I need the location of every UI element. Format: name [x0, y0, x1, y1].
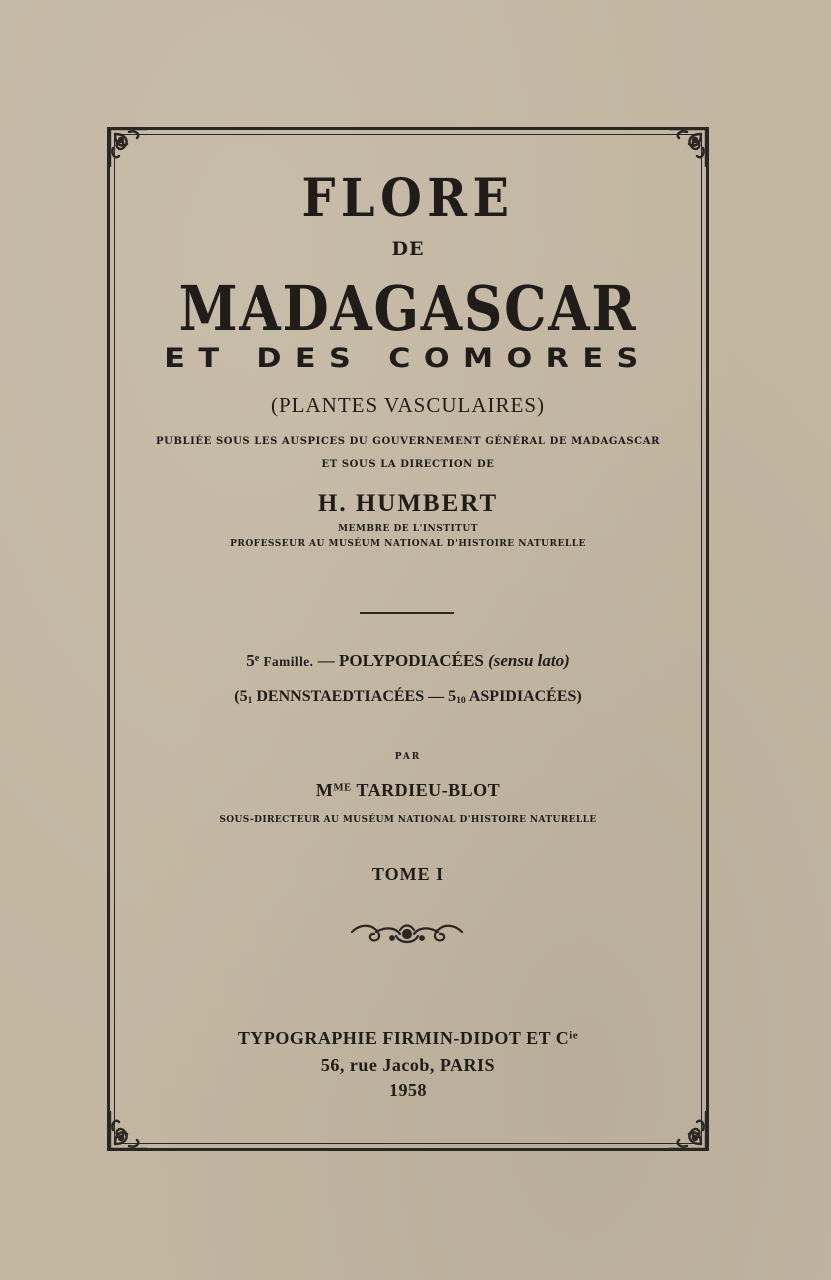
family-heading: [115, 651, 701, 671]
publication-year: 1958: [389, 1080, 427, 1100]
flourish-corner-icon: [107, 126, 151, 170]
author-role: SOUS-DIRECTEUR AU MUSÉUM NATIONAL D'HISTOIRE NATURELLE: [219, 815, 597, 825]
flourish-corner-icon: [107, 1108, 151, 1152]
publication-line-1: PUBLIÉE SOUS LES AUSPICES DU GOUVERNEMENT GÉNÉRAL DE MADAGASCAR: [156, 436, 660, 447]
author-name: TARDIEU-BLOT: [351, 780, 501, 800]
author-line: [115, 780, 701, 801]
director-name: H. HUMBERT: [317, 490, 499, 517]
divider-rule: [360, 612, 454, 614]
title-de: DE: [391, 238, 425, 260]
tome-label: TOME I: [371, 864, 445, 884]
title-madagascar: MADAGASCAR: [178, 272, 638, 345]
printer-name-sup: ie: [569, 1029, 579, 1042]
publication-line-2: ET SOUS LA DIRECTION DE: [321, 459, 495, 470]
author-prefix-sup: ME: [333, 781, 352, 794]
printer-address: 56, rue Jacob, PARIS: [320, 1055, 496, 1075]
title-flore: FLORE: [301, 168, 515, 229]
family-name: POLYPODIACÉES: [338, 651, 484, 670]
printer-line-1: [115, 1028, 701, 1049]
subfamily-sub-1: 1: [247, 694, 253, 706]
title-comores: ET DES COMORES: [164, 343, 652, 374]
director-role-1: MEMBRE DE L'INSTITUT: [338, 524, 478, 534]
scroll-ornament-icon: [348, 918, 466, 948]
subfamily-mid: DENNSTAEDTIACÉES — 5: [252, 688, 457, 705]
subfamily-heading: [115, 688, 701, 706]
flourish-corner-icon: [665, 126, 709, 170]
subfamily-open: (5: [234, 688, 248, 705]
family-dash: —: [313, 651, 339, 670]
family-sensu: (sensu lato): [488, 651, 570, 670]
director-role-2: PROFESSEUR AU MUSÉUM NATIONAL D'HISTOIRE NATURELLE: [230, 539, 586, 549]
flourish-corner-icon: [665, 1108, 709, 1152]
printer-name: TYPOGRAPHIE FIRMIN-DIDOT ET C: [237, 1028, 570, 1048]
family-word: Famille.: [263, 654, 314, 669]
subtitle-plantes-vasculaires: (PLANTES VASCULAIRES): [270, 393, 545, 417]
family-number-sup: e: [254, 652, 260, 664]
subfamily-sub-2: 10: [456, 694, 466, 706]
par-label: PAR: [394, 752, 422, 762]
family-number: 5: [246, 651, 255, 670]
subfamily-end: ASPIDIACÉES): [465, 688, 582, 705]
author-prefix: M: [315, 780, 334, 800]
